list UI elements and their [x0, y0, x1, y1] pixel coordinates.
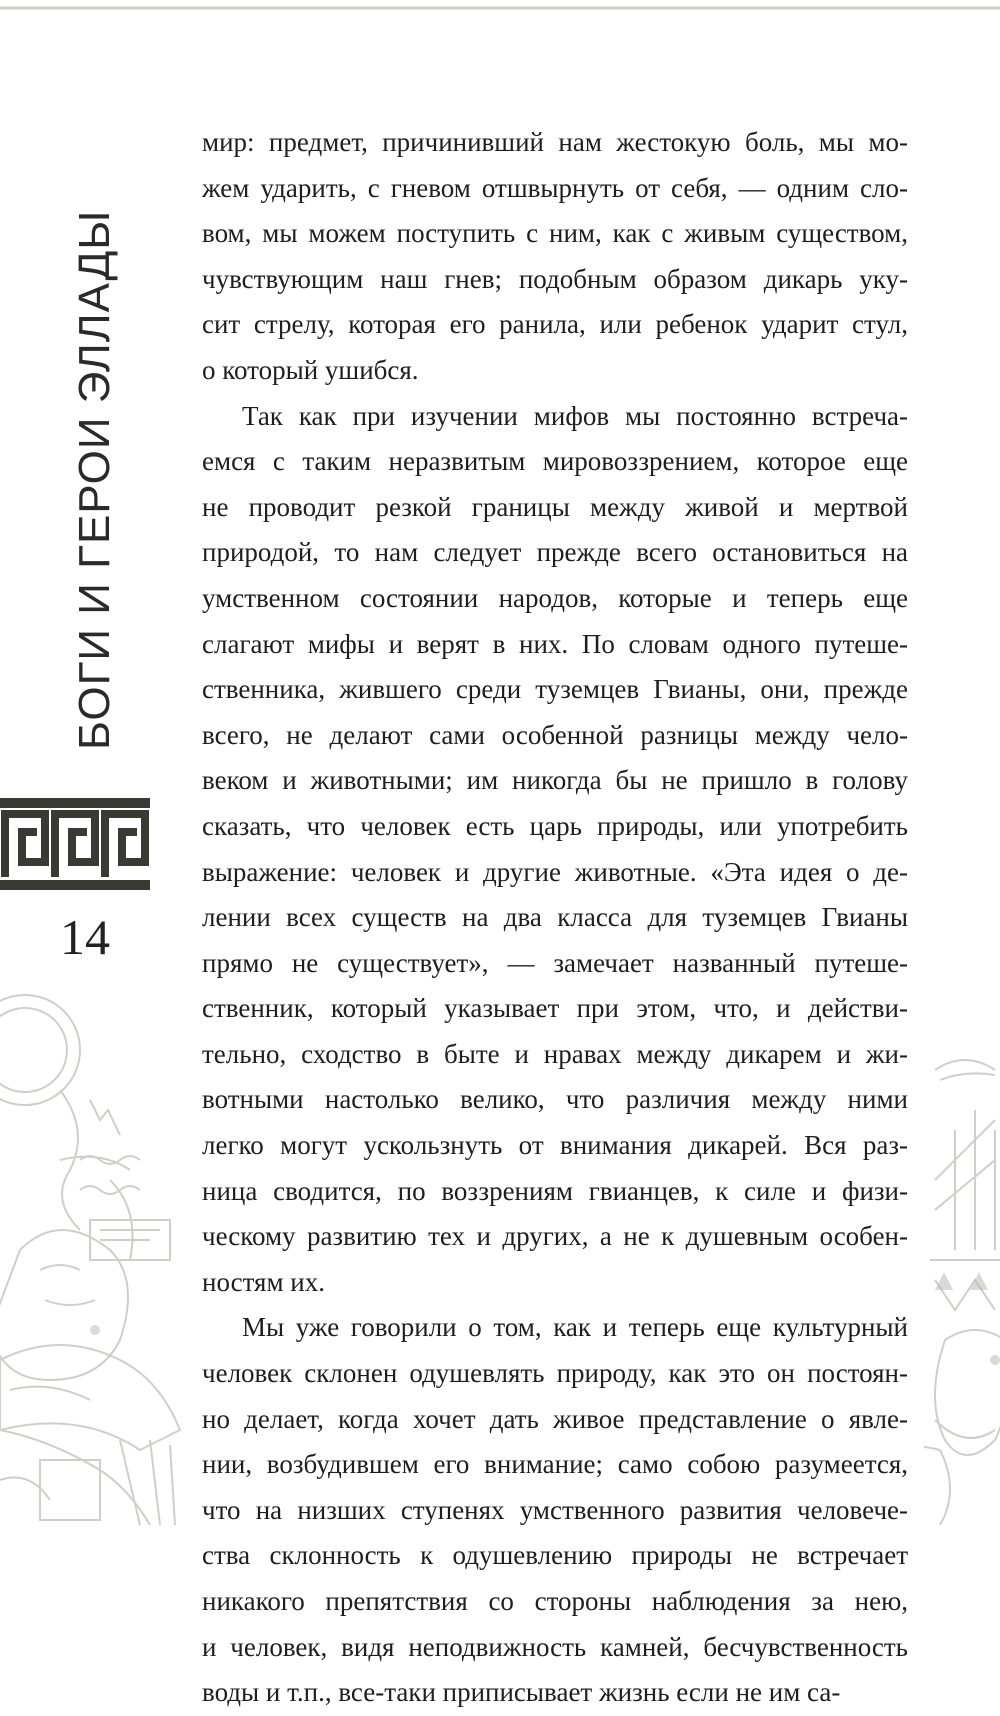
text-line: Мы уже говорили о том, как и теперь еще культурный [242, 1312, 908, 1343]
text-line: ческому развитию тех и других, а не к душевным особен- [202, 1221, 908, 1252]
text-line: что на низших ступенях умственного развития человече- [202, 1494, 908, 1525]
text-line: никакого препятствия со стороны наблюдения за нею, [202, 1586, 908, 1616]
text-line: но делает, когда хочет дать живое представление о явле- [202, 1403, 908, 1434]
text-line: ственника, жившего среди туземцев Гвианы, они, прежде [202, 674, 908, 705]
text-line: слагают мифы и верят в них. По словам одного путеше- [202, 628, 908, 659]
body-text [202, 120, 908, 1716]
running-title-text: БОГИ И ГЕРОИ ЭЛЛАДЫ [70, 209, 119, 750]
text-line: умственном состоянии народов, которые и теперь еще [202, 582, 908, 613]
text-line: природой, то нам следует прежде всего остановиться на [202, 537, 908, 568]
greek-key-meander-icon [0, 798, 150, 890]
text-line: ница сводится, по воззрениям гвианцев, к силе и физи- [202, 1175, 908, 1206]
text-line: ственник, который указывает при этом, что, и действи- [202, 993, 908, 1024]
text-line: сказать, что человек есть царь природы, или употребить [202, 810, 908, 841]
text-line: прямо не существует», — замечает названный путеше- [202, 947, 908, 978]
text-line: тельно, сходство в быте и нравах между дикарем и жи- [202, 1038, 908, 1069]
text-line: жем ударить, с гневом отшвырнуть от себя, — одним сло- [202, 172, 908, 203]
text-line: сит стрелу, которая его ранила, или ребенок ударит стул, [202, 309, 908, 340]
text-line: веком и животными; им никогда бы не пришло в голову [202, 765, 908, 796]
running-title [10, 209, 130, 750]
paragraph [202, 120, 908, 394]
text-line: легко могут ускользнуть от внимания дикарей. Вся раз- [202, 1130, 908, 1161]
text-line: вотными настолько велико, что различия между ними [202, 1084, 908, 1115]
text-line: чувствующим наш гнев; подобным образом дикарь уку- [202, 263, 908, 294]
text-line: воды и т.п., все-таки приписывает жизнь если не им са- [202, 1677, 841, 1708]
text-line: нии, возбудившем его внимание; само собою разумеется, [202, 1449, 908, 1480]
page-number: 14 [60, 909, 110, 965]
text-line: Так как при изучении мифов мы постоянно встреча- [242, 400, 908, 431]
text-line: лении всех существ на два класса для туземцев Гвианы [202, 902, 908, 933]
text-line: всего, не делают сами особенной разницы между чело- [202, 719, 908, 750]
paragraph [202, 1305, 908, 1715]
text-line: емся с таким неразвитым мировоззрением, которое еще [202, 446, 908, 477]
text-line: о который ушибся. [202, 354, 419, 385]
text-line: ностям их. [202, 1266, 326, 1297]
text-line: ства склонность к одушевлению природы не встречает [202, 1540, 908, 1571]
text-line: вом, мы можем поступить с ним, как с живым существом, [202, 218, 908, 249]
text-line: человек склонен одушевлять природу, как это он постоян- [202, 1358, 908, 1389]
text-line: выражение: человек и другие животные. «Эта идея о де- [202, 856, 908, 887]
text-line: не проводит резкой границы между живой и мертвой [202, 491, 908, 522]
paragraph [202, 394, 908, 1306]
text-line: мир: предмет, причинивший нам жестокую боль, мы мо- [202, 127, 908, 157]
text-line: и человек, видя неподвижность камней, бесчувственность [202, 1631, 908, 1662]
